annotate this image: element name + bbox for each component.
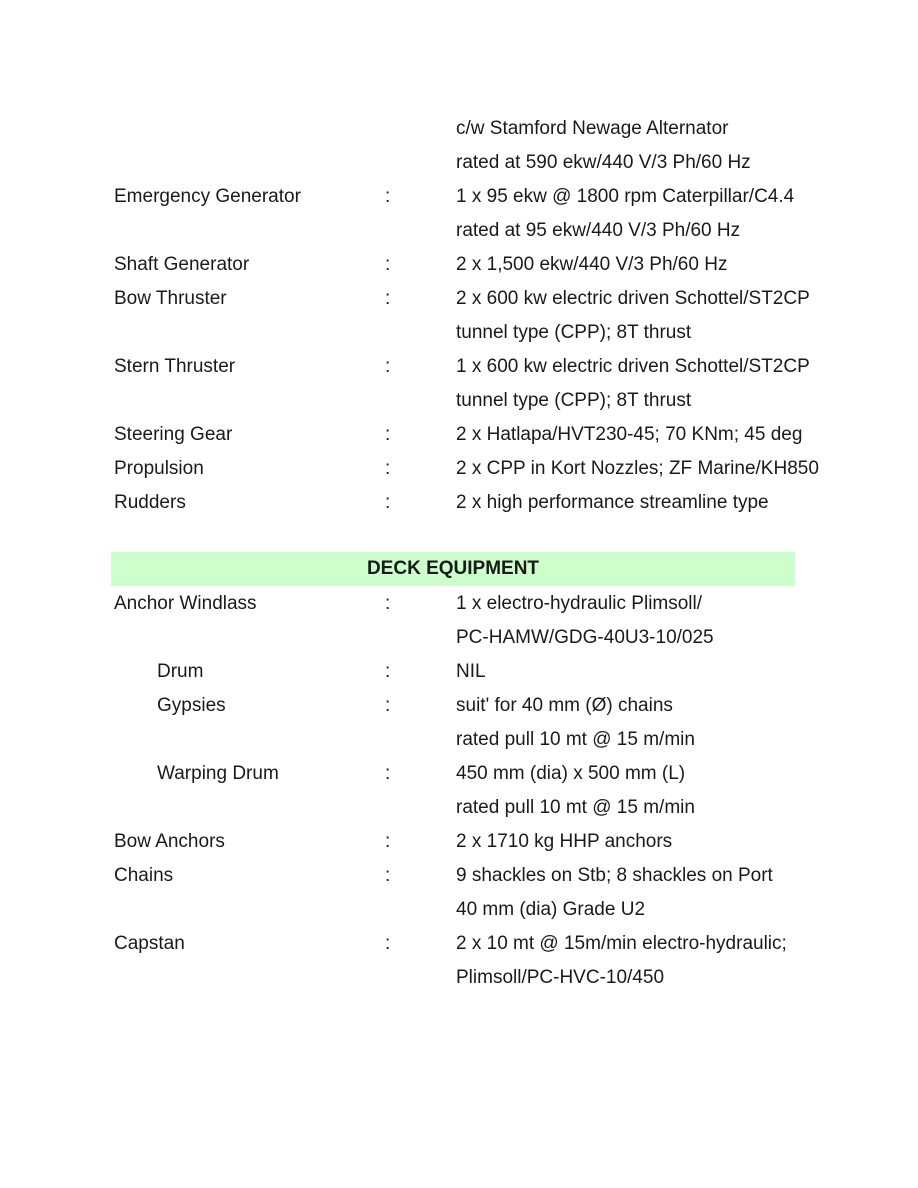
- spec-colon: :: [385, 933, 391, 954]
- spec-row: [0, 723, 918, 757]
- spec-label: Drum: [157, 661, 204, 682]
- spec-value: 2 x 10 mt @ 15m/min electro-hydraulic;: [456, 933, 787, 954]
- spec-colon: :: [385, 356, 391, 377]
- spec-colon: :: [385, 831, 391, 852]
- spec-label: Propulsion: [114, 458, 204, 479]
- spec-colon: :: [385, 661, 391, 682]
- spec-label: Emergency Generator: [114, 186, 301, 207]
- machinery-spec-list: [0, 112, 918, 520]
- spec-label: Bow Thruster: [114, 288, 227, 309]
- spec-label: Gypsies: [157, 695, 226, 716]
- spec-value: PC-HAMW/GDG-40U3-10/025: [456, 627, 714, 648]
- spec-row: [0, 214, 918, 248]
- spec-row: [0, 757, 918, 791]
- spec-row: [0, 350, 918, 384]
- spec-value: suit' for 40 mm (Ø) chains: [456, 695, 673, 716]
- spec-value: 450 mm (dia) x 500 mm (L): [456, 763, 686, 784]
- spec-row: [0, 112, 918, 146]
- spec-row: [0, 689, 918, 723]
- spec-row: [0, 859, 918, 893]
- spec-row: [0, 893, 918, 927]
- spec-value: 40 mm (dia) Grade U2: [456, 899, 646, 920]
- spec-row: [0, 655, 918, 689]
- spec-row: [0, 791, 918, 825]
- spec-label: Warping Drum: [157, 763, 279, 784]
- spec-row: [0, 316, 918, 350]
- spec-row: [0, 486, 918, 520]
- spec-value: 2 x Hatlapa/HVT230-45; 70 KNm; 45 deg: [456, 424, 803, 445]
- spec-colon: :: [385, 593, 391, 614]
- spec-row: [0, 146, 918, 180]
- deck-equipment-spec-list: [0, 587, 918, 995]
- spec-value: rated pull 10 mt @ 15 m/min: [456, 729, 695, 750]
- spec-value: 2 x 600 kw electric driven Schottel/ST2CP: [456, 288, 810, 309]
- spec-value: 2 x high performance streamline type: [456, 492, 769, 513]
- spec-colon: :: [385, 492, 391, 513]
- spec-colon: :: [385, 288, 391, 309]
- spec-row: [0, 452, 918, 486]
- spec-value: 1 x 600 kw electric driven Schottel/ST2CP: [456, 356, 810, 377]
- spec-label: Shaft Generator: [114, 254, 250, 275]
- spec-value: NIL: [456, 661, 486, 682]
- spec-value: Plimsoll/PC-HVC-10/450: [456, 967, 665, 988]
- deck-equipment-heading: DECK EQUIPMENT: [111, 552, 795, 586]
- spec-value: rated at 95 ekw/440 V/3 Ph/60 Hz: [456, 220, 741, 241]
- spec-label: Stern Thruster: [114, 356, 236, 377]
- spec-value: 2 x CPP in Kort Nozzles; ZF Marine/KH850: [456, 458, 819, 479]
- spec-value: tunnel type (CPP); 8T thrust: [456, 322, 692, 343]
- spec-colon: :: [385, 254, 391, 275]
- spec-row: [0, 927, 918, 961]
- spec-row: [0, 180, 918, 214]
- spec-label: Capstan: [114, 933, 185, 954]
- spec-colon: :: [385, 424, 391, 445]
- spec-value: tunnel type (CPP); 8T thrust: [456, 390, 692, 411]
- spec-value: rated at 590 ekw/440 V/3 Ph/60 Hz: [456, 152, 751, 173]
- spec-label: Rudders: [114, 492, 186, 513]
- spec-row: [0, 282, 918, 316]
- spec-colon: :: [385, 186, 391, 207]
- spec-row: [0, 418, 918, 452]
- spec-label: Chains: [114, 865, 174, 886]
- spec-value: 2 x 1710 kg HHP anchors: [456, 831, 673, 852]
- spec-row: [0, 961, 918, 995]
- spec-row: [0, 825, 918, 859]
- spec-value: 2 x 1,500 ekw/440 V/3 Ph/60 Hz: [456, 254, 728, 275]
- spec-row: [0, 248, 918, 282]
- spec-label: Bow Anchors: [114, 831, 225, 852]
- spec-value: rated pull 10 mt @ 15 m/min: [456, 797, 695, 818]
- spec-row: [0, 384, 918, 418]
- spec-colon: :: [385, 695, 391, 716]
- spec-value: c/w Stamford Newage Alternator: [456, 118, 729, 139]
- spec-colon: :: [385, 865, 391, 886]
- spec-value: 1 x 95 ekw @ 1800 rpm Caterpillar/C4.4: [456, 186, 795, 207]
- spec-label: Anchor Windlass: [114, 593, 257, 614]
- spec-row: [0, 621, 918, 655]
- spec-label: Steering Gear: [114, 424, 233, 445]
- spec-row: [0, 587, 918, 621]
- spec-value: 9 shackles on Stb; 8 shackles on Port: [456, 865, 773, 886]
- spec-colon: :: [385, 763, 391, 784]
- spec-value: 1 x electro-hydraulic Plimsoll/: [456, 593, 703, 614]
- spec-colon: :: [385, 458, 391, 479]
